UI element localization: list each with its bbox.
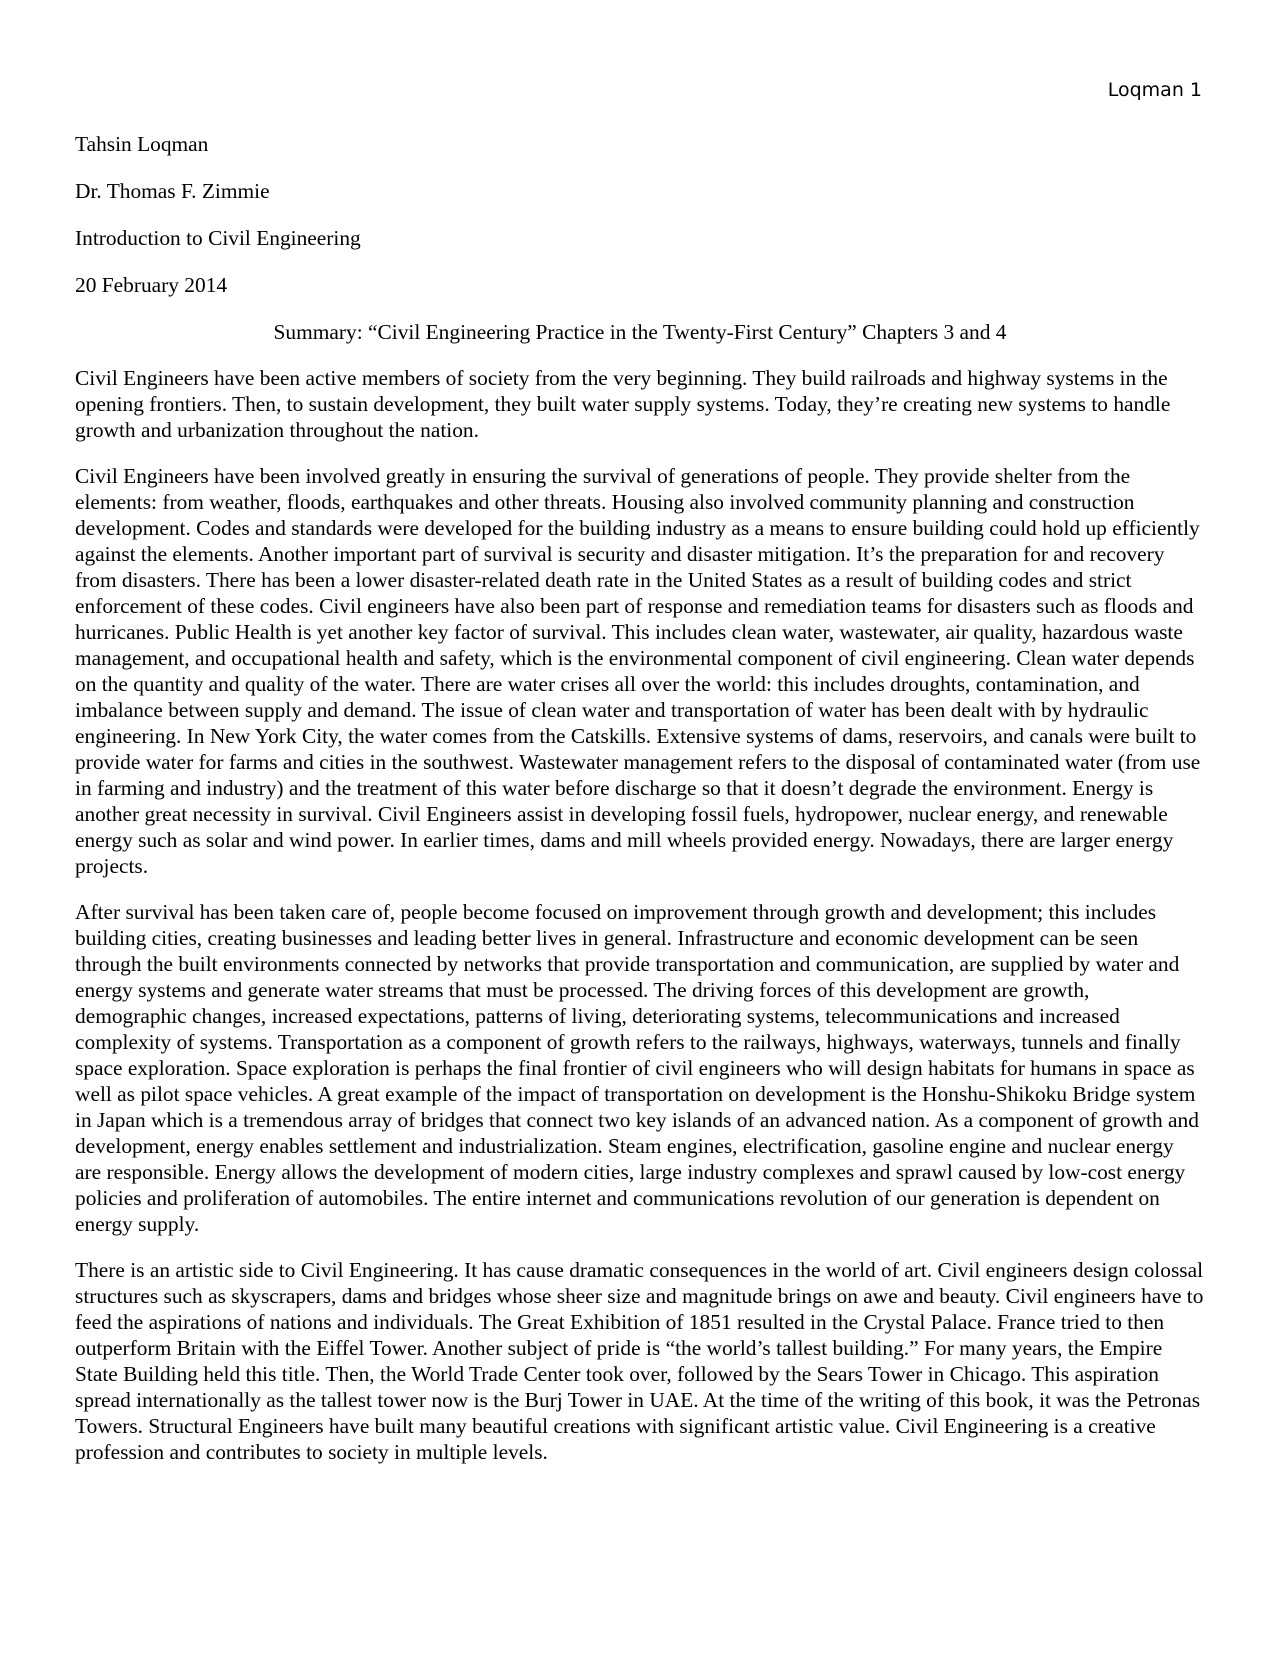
page-header: Loqman 1 xyxy=(1107,79,1202,101)
instructor-name: Dr. Thomas F. Zimmie xyxy=(75,179,270,203)
document-date: 20 February 2014 xyxy=(75,273,228,297)
paragraph-growth: After survival has been taken care of, people become focused on improvement through growth and development; this includes building cities, creating businesses and leading better lives in general. Infrastructure and economic development can be seen through the built environments connected by networks that provide transportation and communication, are supplied by water and energy systems and generate water streams that must be processed. The driving forces of this development are growth, demographic changes, increased expectations, patterns of living, deteriorating systems, telecommunications and increased complexity of systems. Transportation as a component of growth refers to the railways, highways, waterways, tunnels and finally space exploration. Space exploration is perhaps the final frontier of civil engineers who will design habitats for humans in space as well as pilot space vehicles. A great example of the impact of transportation on development is the Honshu-Shikoku Bridge system in Japan which is a tremendous array of bridges that connect two key islands of an advanced nation. As a component of growth and development, energy enables settlement and industrialization. Steam engines, electrification, gasoline engine and nuclear energy are responsible. Energy allows the development of modern cities, large industry complexes and sprawl caused by low-cost energy policies and proliferation of automobiles. The entire internet and communications revolution of our generation is dependent on energy supply. xyxy=(75,900,1199,1236)
paragraph-intro: Civil Engineers have been active members of society from the very beginning. They build railroads and highway systems in the opening frontiers. Then, to sustain development, they built water supply systems. Today, they’re creating new systems to handle growth and urbanization throughout the nation. xyxy=(75,366,1171,442)
author-name: Tahsin Loqman xyxy=(75,132,209,156)
document-body xyxy=(75,131,1205,1485)
paragraph-art: There is an artistic side to Civil Engineering. It has cause dramatic consequences in the world of art. Civil engineers design colossal structures such as skyscrapers, dams and bridges whose sheer size and magnitude brings on awe and beauty. Civil engineers have to feed the aspirations of nations and individuals. The Great Exhibition of 1851 resulted in the Crystal Palace. France tried to then outperform Britain with the Eiffel Tower. Another subject of pride is “the world’s tallest building.” For many years, the Empire State Building held this title. Then, the World Trade Center took over, followed by the Sears Tower in Chicago. This aspiration spread internationally as the tallest tower now is the Burj Tower in UAE. At the time of the writing of this book, it was the Petronas Towers. Structural Engineers have built many beautiful creations with significant artistic value. Civil Engineering is a creative profession and contributes to society in multiple levels. xyxy=(75,1258,1204,1464)
course-name: Introduction to Civil Engineering xyxy=(75,226,361,250)
document-title: Summary: “Civil Engineering Practice in the Twenty-First Century” Chapters 3 and 4 xyxy=(273,320,1007,344)
paragraph-survival: Civil Engineers have been involved greatly in ensuring the survival of generations of people. They provide shelter from the elements: from weather, floods, earthquakes and other threats. Housing also involved community planning and construction development. Codes and standards were developed for the building industry as a means to ensure building could hold up efficiently against the elements. Another important part of survival is security and disaster mitigation. It’s the preparation for and recovery from disasters. There has been a lower disaster-related death rate in the United States as a result of building codes and strict enforcement of these codes. Civil engineers have also been part of response and remediation teams for disasters such as floods and hurricanes. Public Health is yet another key factor of survival. This includes clean water, wastewater, air quality, hazardous waste management, and occupational health and safety, which is the environmental component of civil engineering. Clean water depends on the quantity and quality of the water. There are water crises all over the world: this includes droughts, contamination, and imbalance between supply and demand. The issue of clean water and transportation of water has been dealt with by hydraulic engineering. In New York City, the water comes from the Catskills. Extensive systems of dams, reservoirs, and canals were built to provide water for farms and cities in the southwest. Wastewater management refers to the disposal of contaminated water (from use in farming and industry) and the treatment of this water before discharge so that it doesn’t degrade the environment. Energy is another great necessity in survival. Civil Engineers assist in developing fossil fuels, hydropower, nuclear energy, and renewable energy such as solar and wind power. In earlier times, dams and mill wheels provided energy. Nowadays, there are larger energy projects. xyxy=(75,464,1201,878)
